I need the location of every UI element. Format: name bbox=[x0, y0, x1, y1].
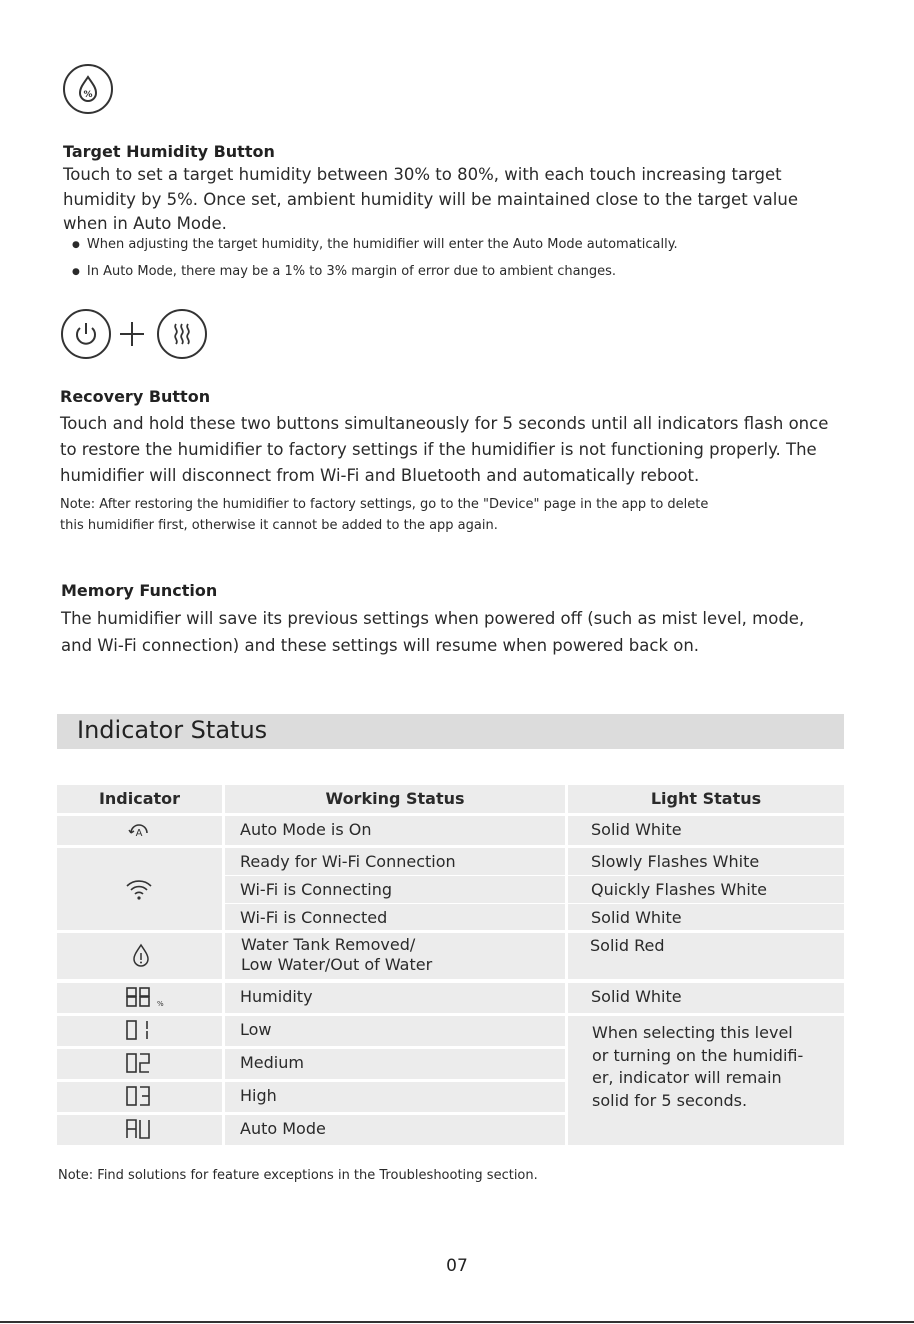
bullet-item: ● When adjusting the target humidity, the humidifier will enter the Auto Mode automatically. bbox=[72, 237, 678, 252]
working-status-cell: Auto Mode is On bbox=[225, 816, 565, 845]
merged-light-status-cell: When selecting this level or turning on the humidifi- er, indicator will remain solid for 5 seconds. bbox=[568, 1016, 844, 1145]
light-status-cell: Solid Red bbox=[568, 933, 844, 979]
bottom-rule bbox=[0, 1321, 914, 1323]
light-status-cell: Quickly Flashes White bbox=[568, 876, 844, 903]
indicator-status-bar bbox=[57, 714, 844, 749]
target-humidity-body: Touch to set a target humidity between 30% to 80%, with each touch increasing target humidity by 5%. Once set, ambient humidity will be maintained close to the target value when in Auto Mode. bbox=[63, 165, 798, 233]
working-status-cell: Medium bbox=[225, 1049, 565, 1079]
svg-text:A: A bbox=[135, 828, 143, 839]
table-row bbox=[57, 1016, 222, 1046]
table-row bbox=[57, 1082, 222, 1112]
light-status-cell: Solid White bbox=[568, 816, 844, 845]
header-light-status: Light Status bbox=[568, 785, 844, 813]
working-status-cell: Low bbox=[225, 1016, 565, 1046]
humidity-percent-icon bbox=[63, 64, 113, 114]
working-status-cell: Ready for Wi-Fi Connection bbox=[225, 848, 565, 875]
header-working-status: Working Status bbox=[225, 785, 565, 813]
recovery-body: Touch and hold these two buttons simultaneously for 5 seconds until all indicators flash once to restore the humidifier to factory settings if the humidifier is not functioning properly. The humidifier will disconnect from Wi-Fi and Bluetooth and automatically reboot. bbox=[60, 414, 829, 485]
display-88-icon bbox=[125, 985, 181, 1011]
heat-mist-icon bbox=[157, 309, 207, 359]
table-row bbox=[57, 1049, 222, 1079]
target-humidity-title: Target Humidity Button bbox=[63, 142, 275, 161]
table-row bbox=[57, 848, 222, 930]
indicator-status-title: Indicator Status bbox=[77, 716, 268, 744]
memory-body: The humidifier will save its previous settings when powered off (such as mist level, mode, and Wi-Fi connection) and these settings will resume when powered back on. bbox=[61, 609, 805, 655]
memory-title: Memory Function bbox=[61, 581, 218, 600]
bullet-item: ● In Auto Mode, there may be a 1% to 3% margin of error due to ambient changes. bbox=[72, 264, 616, 279]
table-row bbox=[57, 933, 222, 979]
page-number: 07 bbox=[446, 1256, 468, 1276]
header-indicator: Indicator bbox=[57, 785, 222, 813]
working-status-cell: High bbox=[225, 1082, 565, 1112]
svg-text:%: % bbox=[83, 90, 93, 100]
table-row bbox=[57, 983, 222, 1013]
power-icon bbox=[61, 309, 111, 359]
auto-mode-icon bbox=[127, 819, 151, 843]
working-status-cell: Water Tank Removed/ Low Water/Out of Water bbox=[225, 933, 565, 979]
light-status-cell: Slowly Flashes White bbox=[568, 848, 844, 875]
display-03-icon bbox=[125, 1085, 155, 1109]
display-01-icon bbox=[125, 1019, 155, 1043]
recovery-note: Note: After restoring the humidifier to factory settings, go to the "Device" page in the app to delete this humidifier first, otherwise it cannot be added to the app again. bbox=[60, 497, 709, 533]
display-02-icon bbox=[125, 1052, 155, 1076]
working-status-cell: Auto Mode bbox=[225, 1115, 565, 1145]
table-row bbox=[57, 816, 222, 845]
svg-text:%: % bbox=[157, 1000, 164, 1008]
working-status-cell: Wi-Fi is Connecting bbox=[225, 876, 565, 903]
troubleshooting-footnote: Note: Find solutions for feature exceptions in the Troubleshooting section. bbox=[58, 1168, 538, 1183]
recovery-title: Recovery Button bbox=[60, 387, 211, 406]
working-status-cell: Humidity bbox=[225, 983, 565, 1013]
light-status-cell: Solid White bbox=[568, 983, 844, 1013]
plus-icon bbox=[118, 320, 146, 348]
water-drop-alert-icon bbox=[130, 943, 152, 969]
light-status-cell: Solid White bbox=[568, 904, 844, 930]
display-au-icon bbox=[125, 1118, 155, 1142]
working-status-cell: Wi-Fi is Connected bbox=[225, 904, 565, 930]
table-row bbox=[57, 1115, 222, 1145]
wifi-icon bbox=[125, 878, 153, 902]
